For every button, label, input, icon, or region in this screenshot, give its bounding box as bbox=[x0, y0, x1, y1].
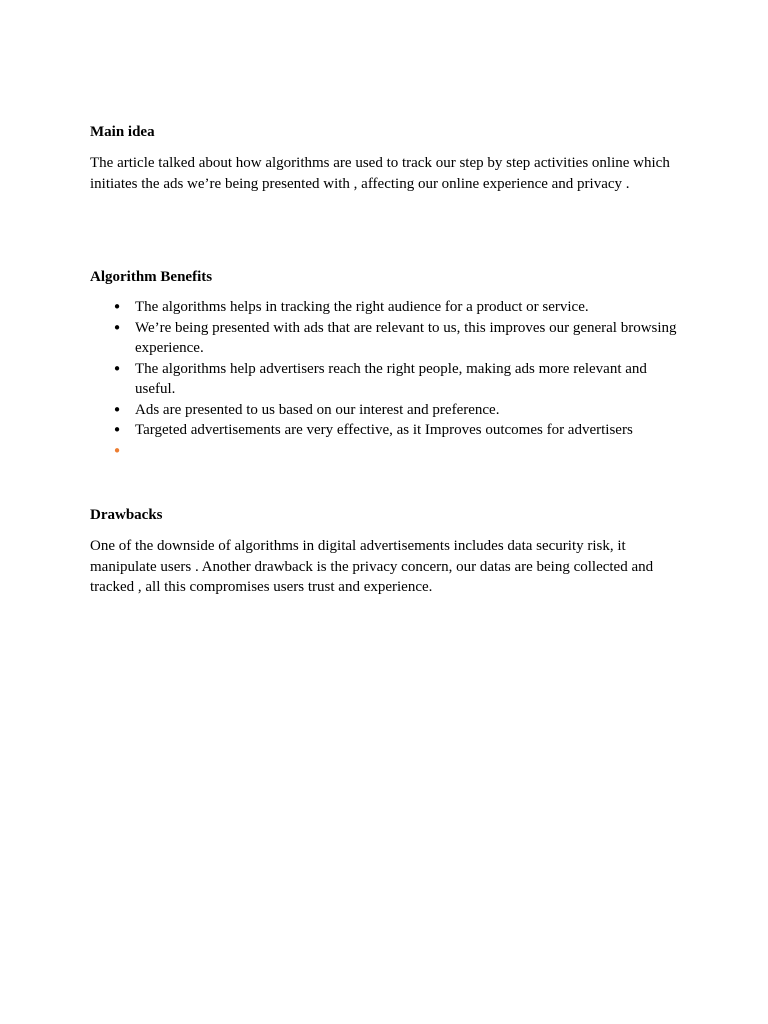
list-item-text: The algorithms help advertisers reach the right people, making ads more relevant and useful. bbox=[135, 360, 647, 397]
bullet-icon: • bbox=[112, 298, 122, 316]
bullet-icon: • bbox=[112, 400, 122, 419]
drawbacks-paragraph: One of the downside of algorithms in digital advertisements includes data security risk, it manipulate users . Another drawback is the privacy concern, our datas are being collected and tracked , all this compromises users trust and experience. bbox=[90, 538, 654, 595]
list-item bbox=[90, 297, 680, 318]
spacer bbox=[90, 194, 680, 267]
document-body bbox=[90, 122, 680, 598]
spacer bbox=[90, 461, 680, 505]
bullet-icon: • bbox=[112, 359, 122, 378]
benefits-list bbox=[90, 297, 680, 461]
list-item-text: Ads are presented to us based on our interest and preference. bbox=[135, 401, 500, 418]
list-item-text: We’re being presented with ads that are relevant to us, this improves our general browsing experience. bbox=[135, 319, 677, 356]
list-item bbox=[90, 318, 680, 359]
list-item-empty[interactable] bbox=[90, 441, 680, 462]
drawbacks-heading: Drawbacks bbox=[90, 507, 163, 523]
main-idea-heading: Main idea bbox=[90, 124, 155, 140]
list-item bbox=[90, 400, 680, 421]
list-item-text: The algorithms helps in tracking the right audience for a product or service. bbox=[135, 299, 589, 315]
list-item bbox=[90, 420, 680, 441]
list-item-text: Targeted advertisements are very effective, as it Improves outcomes for advertisers bbox=[135, 422, 633, 438]
bullet-icon: • bbox=[112, 318, 122, 337]
bullet-icon: • bbox=[112, 421, 122, 439]
benefits-heading: Algorithm Benefits bbox=[90, 269, 213, 285]
bullet-icon: • bbox=[112, 441, 122, 460]
list-item bbox=[90, 359, 680, 400]
main-idea-paragraph: The article talked about how algorithms are used to track our step by step activities online which initiates the ads we’re being presented with , affecting our online experience and privacy . bbox=[90, 155, 670, 192]
